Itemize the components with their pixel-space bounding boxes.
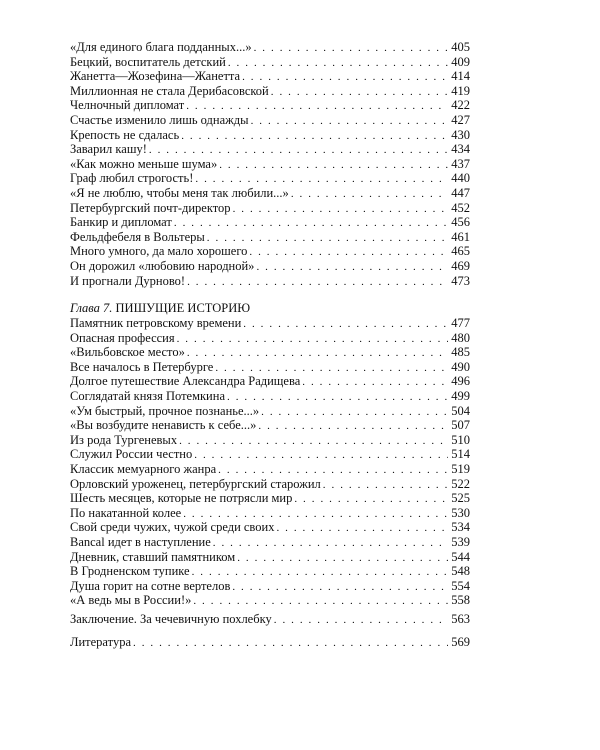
toc-entry-page: 465	[451, 244, 470, 259]
toc-entry-page: 422	[451, 98, 470, 113]
toc-entry	[70, 579, 470, 594]
dot-leader	[149, 143, 448, 158]
toc-entry-conclusion	[70, 612, 470, 627]
toc-entry-title: Литература	[70, 634, 131, 649]
toc-entry-title: «Для единого блага подданных...»	[70, 40, 252, 54]
dot-leader	[302, 375, 448, 390]
toc-entry-title: «Как можно меньше шума»	[70, 156, 218, 171]
toc-entry	[70, 418, 470, 433]
toc-entry-title: «Вильбовское место»	[70, 345, 185, 360]
toc-entry-page: 409	[451, 54, 470, 69]
toc-entry	[70, 113, 470, 128]
toc-entry-title: Классик мемуарного жанра	[70, 462, 217, 477]
dot-leader	[192, 565, 449, 580]
toc-entry-title: Шесть месяцев, которые не потрясли мир	[70, 491, 293, 506]
toc-entry-title: Много умного, да мало хорошего	[70, 244, 248, 259]
dot-leader	[251, 114, 449, 129]
toc-entry-page: 539	[451, 535, 470, 549]
dot-leader	[232, 580, 448, 595]
toc-entry-page: 461	[451, 229, 470, 244]
toc-entry-title: Жанетта—Жозефина—Жанетта	[70, 69, 241, 84]
toc-entry-title: Челночный дипломат	[70, 98, 185, 113]
toc-entry-title: Петербургский почт-директор	[70, 200, 231, 215]
chapter-label: Глава 7.	[70, 301, 113, 316]
dot-leader	[195, 172, 448, 187]
dot-leader	[186, 99, 448, 114]
toc-entry-title: Свой среди чужих, чужой среди своих	[70, 520, 275, 535]
dot-leader	[194, 448, 448, 463]
dot-leader	[274, 613, 449, 628]
toc-entry-page: 469	[451, 258, 470, 273]
spacer	[70, 627, 470, 635]
toc-entry	[70, 230, 470, 245]
toc-entry-page: 522	[451, 476, 470, 491]
dot-leader	[133, 636, 448, 651]
dot-leader	[179, 434, 448, 449]
toc-entry	[70, 69, 470, 84]
toc-entry-page: 544	[451, 549, 470, 564]
toc-entry-page: 569	[451, 634, 470, 649]
dot-leader	[243, 317, 448, 332]
toc-entry	[70, 374, 470, 389]
toc-entry-title: «А ведь мы в России!»	[70, 593, 192, 608]
dot-leader	[256, 260, 448, 275]
dot-leader	[215, 361, 448, 376]
toc-entry	[70, 274, 470, 289]
toc-entry-title: Заключение. За чечевичную похлебку	[70, 611, 272, 626]
dot-leader	[291, 187, 448, 202]
toc-entry-page: 510	[451, 432, 470, 447]
toc-entry-title: Банкир и дипломат	[70, 215, 172, 230]
toc-entry	[70, 564, 470, 579]
toc-entry	[70, 550, 470, 565]
toc-entry-title: Дневник, ставший памятником	[70, 549, 236, 564]
toc-entry	[70, 462, 470, 477]
toc-section-chapter-7	[70, 316, 470, 608]
toc-entry-title: Заварил кашу!	[70, 142, 147, 157]
dot-leader	[183, 507, 448, 522]
toc-entry	[70, 506, 470, 521]
toc-entry-page: 473	[451, 273, 470, 288]
toc-entry-page: 414	[451, 69, 470, 84]
dot-leader	[213, 536, 448, 551]
dot-leader	[227, 390, 448, 405]
toc-entry-title: Миллионная не стала Дерибасовской	[70, 83, 269, 98]
toc-entry	[70, 186, 470, 201]
toc-entry-page: 456	[451, 215, 470, 230]
dot-leader	[193, 594, 448, 609]
toc-entry	[70, 477, 470, 492]
toc-entry	[70, 535, 470, 550]
toc-entry	[70, 389, 470, 404]
dot-leader	[207, 231, 448, 246]
toc-entry-page: 447	[451, 185, 470, 200]
toc-entry-title: Служил России честно	[70, 447, 193, 462]
toc-entry-page: 405	[451, 40, 470, 54]
toc-entry-page: 504	[451, 403, 470, 418]
toc-entry	[70, 593, 470, 608]
toc-entry	[70, 259, 470, 274]
dot-leader	[187, 275, 448, 290]
toc-entry-title: Душа горит на сотне вертелов	[70, 578, 231, 593]
toc-entry-page: 477	[451, 316, 470, 331]
toc-entry-page: 548	[451, 564, 470, 579]
toc-entry	[70, 447, 470, 462]
toc-section-1	[70, 40, 470, 288]
toc-entry-title: Bancal идет в наступление	[70, 535, 211, 549]
toc-entry-title: «Вы возбудите ненависть к себе...»	[70, 418, 257, 433]
toc-entry-page: 496	[451, 374, 470, 389]
toc-entry	[70, 157, 470, 172]
toc-entry-title: Долгое путешествие Александра Радищева	[70, 374, 301, 389]
toc-entry-page: 419	[451, 83, 470, 98]
chapter-heading	[70, 300, 470, 316]
dot-leader	[233, 202, 449, 217]
toc-entry-page: 427	[451, 112, 470, 127]
toc-entry-page: 437	[451, 156, 470, 171]
toc-entry-title: По накатанной колее	[70, 505, 182, 520]
toc-entry-title: Счастье изменило лишь однажды	[70, 112, 249, 127]
dot-leader	[218, 463, 448, 478]
toc-entry	[70, 520, 470, 535]
toc-entry-title: Бецкий, воспитатель детский	[70, 54, 226, 69]
toc-entry	[70, 98, 470, 113]
toc-entry-title: «Ум быстрый, прочное познанье...»	[70, 403, 260, 418]
toc-entry-literature	[70, 635, 470, 650]
toc-entry	[70, 491, 470, 506]
toc-entry	[70, 142, 470, 157]
dot-leader	[276, 521, 448, 536]
toc-entry	[70, 201, 470, 216]
toc-entry-page: 507	[451, 418, 470, 433]
toc-entry-page: 554	[451, 578, 470, 593]
toc-entry	[70, 171, 470, 186]
dot-leader	[219, 158, 448, 173]
dot-leader	[174, 216, 448, 231]
toc-entry	[70, 331, 470, 346]
dot-leader	[254, 41, 449, 56]
toc-entry-title: Орловский уроженец, петербургский старожил	[70, 476, 321, 491]
toc-entry-page: 490	[451, 359, 470, 374]
dot-leader	[249, 245, 448, 260]
toc-entry-page: 530	[451, 505, 470, 520]
toc-entry-title: Граф любил строгость!	[70, 171, 194, 186]
toc-entry-page: 563	[451, 611, 470, 626]
toc-entry	[70, 345, 470, 360]
dot-leader	[258, 419, 448, 434]
toc-entry	[70, 40, 470, 55]
toc-entry	[70, 55, 470, 70]
toc-entry	[70, 128, 470, 143]
toc-entry	[70, 404, 470, 419]
toc-entry-page: 519	[451, 462, 470, 477]
toc-entry-title: Из рода Тургеневых	[70, 432, 178, 447]
toc-entry	[70, 215, 470, 230]
toc-entry-page: 534	[451, 520, 470, 535]
dot-leader	[237, 551, 448, 566]
toc-entry-page: 480	[451, 330, 470, 345]
dot-leader	[323, 478, 448, 493]
toc-entry-title: Памятник петровскому времени	[70, 316, 242, 331]
toc-entry-title: Все началось в Петербурге	[70, 359, 214, 374]
toc-entry-title: В Гродненском тупике	[70, 564, 190, 579]
dot-leader	[261, 405, 448, 420]
toc-entry-title: Крепость не сдалась	[70, 127, 180, 142]
toc-entry-page: 485	[451, 345, 470, 360]
toc-entry-title: Он дорожил «любовию народной»	[70, 258, 255, 273]
toc-entry	[70, 433, 470, 448]
toc-entry-page: 434	[451, 142, 470, 157]
toc-entry-page: 452	[451, 200, 470, 215]
chapter-title: ПИШУЩИЕ ИСТОРИЮ	[115, 301, 251, 316]
toc-entry-page: 558	[451, 593, 470, 608]
dot-leader	[294, 492, 448, 507]
toc-entry-page: 499	[451, 389, 470, 404]
toc-entry-page: 440	[451, 171, 470, 186]
dot-leader	[242, 70, 448, 85]
toc-entry	[70, 316, 470, 331]
toc-entry-title: Фельдфебеля в Вольтеры	[70, 229, 205, 244]
toc-entry-title: Соглядатай князя Потемкина	[70, 389, 225, 404]
dot-leader	[181, 129, 448, 144]
dot-leader	[271, 85, 449, 100]
table-of-contents	[70, 40, 470, 649]
dot-leader	[228, 56, 448, 71]
toc-entry-page: 525	[451, 491, 470, 506]
dot-leader	[177, 332, 449, 347]
toc-entry-title: Опасная профессия	[70, 330, 175, 345]
toc-entry-page: 430	[451, 127, 470, 142]
toc-entry	[70, 244, 470, 259]
toc-entry-title: «Я не люблю, чтобы меня так любили...»	[70, 185, 289, 200]
toc-entry	[70, 84, 470, 99]
dot-leader	[187, 346, 448, 361]
toc-entry	[70, 360, 470, 375]
toc-entry-title: И прогнали Дурново!	[70, 273, 186, 288]
toc-entry-page: 514	[451, 447, 470, 462]
